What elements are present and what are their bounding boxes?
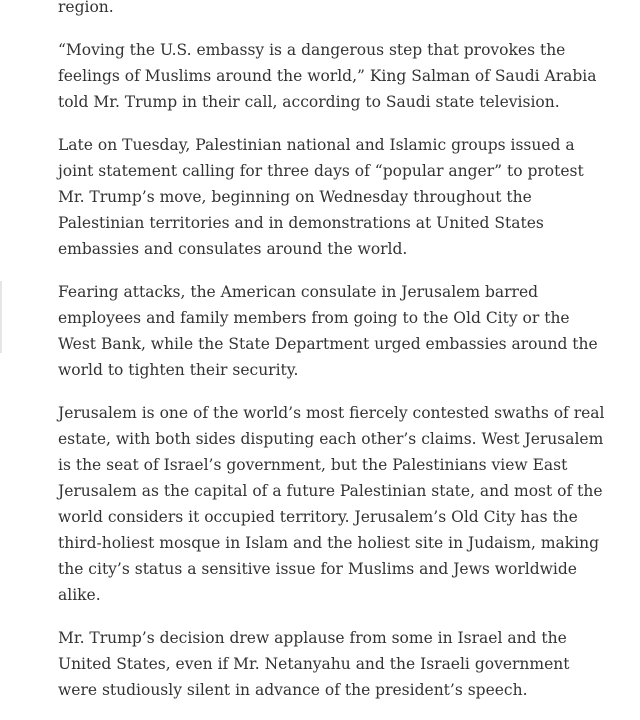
article-paragraph-5: Jerusalem is one of the world’s most fiercely contested swaths of real estate, with both sides disputing each other’s claims. West Jerusalem is the seat of Israel’s government, but the Palestinians view East Jerusalem as the capital of a future Palestinian state, and most of the world considers it occupied territory. Jerusalem’s Old City has the third-holiest mosque in Islam and the holiest site in Judaism, making the city’s status a sensitive issue for Muslims and Jews worldwide alike. <box>58 404 605 604</box>
left-edge-divider <box>0 281 2 353</box>
article-paragraph-3: Late on Tuesday, Palestinian national and Islamic groups issued a joint statement calling for three days of “popular anger” to protest Mr. Trump’s move, beginning on Wednesday throughout the Palestinian territories and in demonstrations at United States embassies and consulates around the world. <box>58 136 584 258</box>
article-body <box>58 0 608 720</box>
article-paragraph-2: “Moving the U.S. embassy is a dangerous step that provokes the feelings of Muslims around the world,” King Salman of Saudi Arabia told Mr. Trump in their call, according to Saudi state television. <box>58 41 597 111</box>
article-paragraph-4: Fearing attacks, the American consulate in Jerusalem barred employees and family members from going to the Old City or the West Bank, while the State Department urged embassies around the world to tighten their security. <box>58 283 598 379</box>
article-paragraph-1: region. <box>58 0 114 16</box>
article-paragraph-6: Mr. Trump’s decision drew applause from some in Israel and the United States, even if Mr. Netanyahu and the Israeli government were studiously silent in advance of the president’s speech. <box>58 629 570 699</box>
